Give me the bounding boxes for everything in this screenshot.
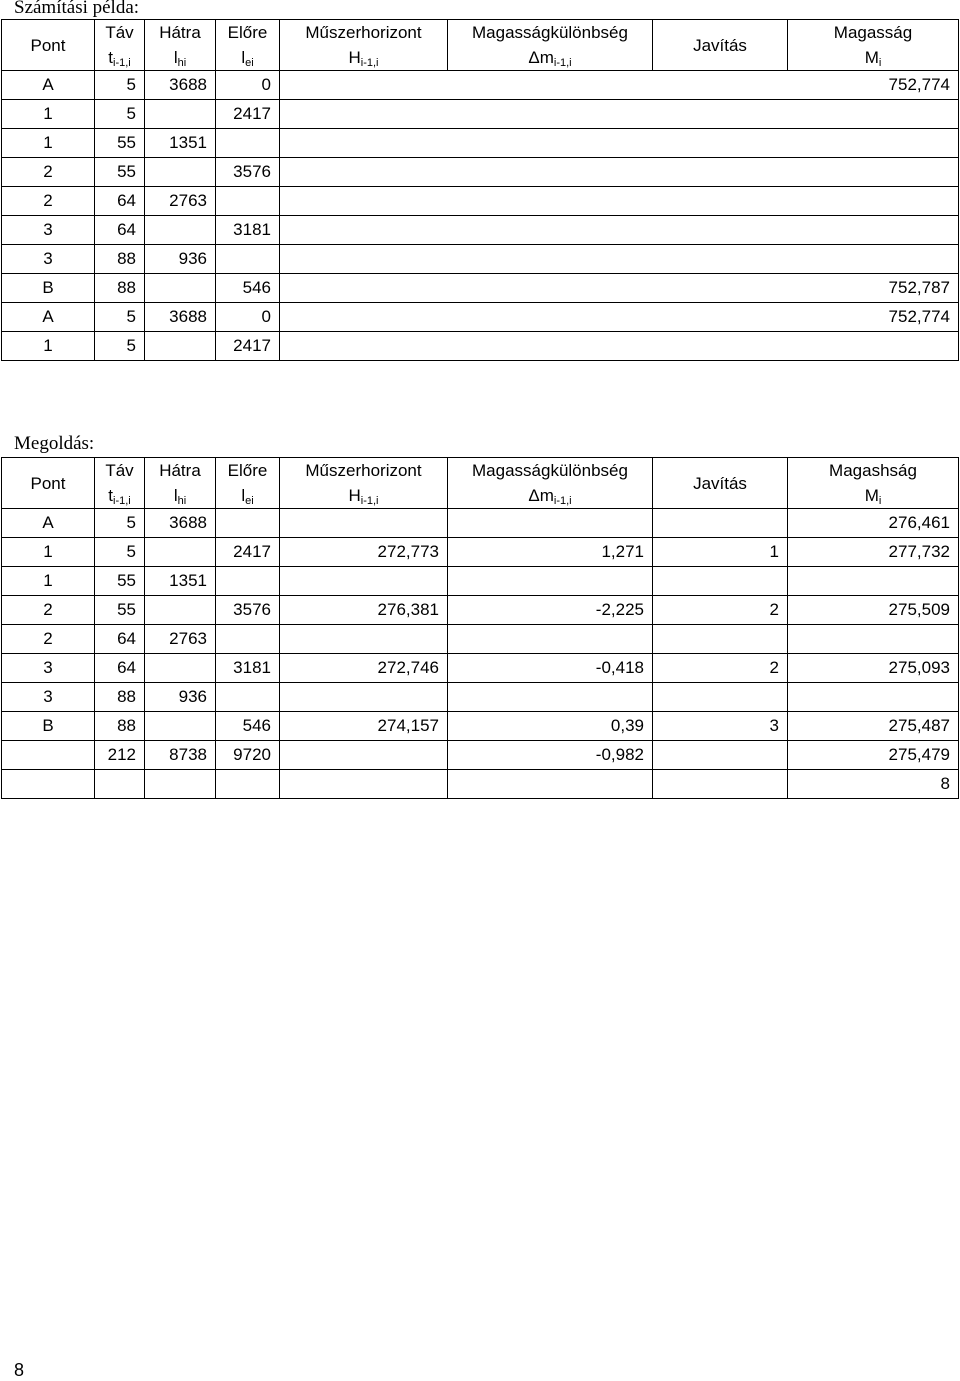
example-table-row bbox=[2, 187, 959, 216]
solution-header-hatra-label: Hátra bbox=[159, 461, 201, 480]
example-cell-pont: B bbox=[2, 274, 95, 303]
example-cell-pont: 3 bbox=[2, 245, 95, 274]
example-cell-hatra: 3688 bbox=[145, 71, 216, 100]
example-header-magkul-label: Magasságkülönbség bbox=[472, 23, 628, 42]
example-table-row bbox=[2, 158, 959, 187]
example-cell-hatra bbox=[145, 216, 216, 245]
solution-header-magassag-subscript: i bbox=[878, 495, 882, 507]
solution-header-tav bbox=[95, 458, 145, 509]
solution-cell-magassag: 8 bbox=[788, 770, 959, 799]
example-header-tav bbox=[95, 20, 145, 71]
example-table-row bbox=[2, 100, 959, 129]
solution-header-magassag-label: Magashság bbox=[829, 461, 917, 480]
example-header-muszer-subscript: i-1,i bbox=[360, 57, 379, 69]
solution-header-muszer bbox=[280, 458, 448, 509]
solution-cell-muszer: 276,381 bbox=[280, 596, 448, 625]
example-header-magkul-subscript: i-1,i bbox=[553, 57, 572, 69]
solution-cell-muszer: 272,746 bbox=[280, 654, 448, 683]
example-cell-tav: 5 bbox=[95, 303, 145, 332]
example-header-magassag bbox=[788, 20, 959, 71]
solution-cell-pont: A bbox=[2, 509, 95, 538]
solution-header-muszer-subscript: i-1,i bbox=[360, 495, 379, 507]
solution-header-javitas-label: Javítás bbox=[693, 473, 747, 493]
solution-cell-javitas: 2 bbox=[653, 596, 788, 625]
example-cell-pont: 2 bbox=[2, 158, 95, 187]
example-cell-elore bbox=[216, 187, 280, 216]
solution-cell-hatra: 2763 bbox=[145, 625, 216, 654]
solution-header-hatra bbox=[145, 458, 216, 509]
example-header-pont-label: Pont bbox=[30, 35, 66, 55]
example-header-hatra-subscript: hi bbox=[177, 57, 187, 69]
example-cell-tav: 55 bbox=[95, 129, 145, 158]
example-table-row bbox=[2, 216, 959, 245]
example-cell-hatra: 1351 bbox=[145, 129, 216, 158]
example-table-row bbox=[2, 303, 959, 332]
solution-cell-tav: 5 bbox=[95, 509, 145, 538]
example-cell-elore: 3181 bbox=[216, 216, 280, 245]
solution-cell-javitas bbox=[653, 567, 788, 596]
solution-cell-tav: 64 bbox=[95, 654, 145, 683]
example-table-row bbox=[2, 245, 959, 274]
solution-cell-tav: 64 bbox=[95, 625, 145, 654]
solution-table-row bbox=[2, 712, 959, 741]
solution-cell-pont bbox=[2, 741, 95, 770]
example-cell-tav: 55 bbox=[95, 158, 145, 187]
solution-header-tav-subscript: i-1,i bbox=[113, 495, 131, 507]
example-header-pont bbox=[2, 20, 95, 71]
example-cell-elore: 0 bbox=[216, 303, 280, 332]
solution-cell-pont: 3 bbox=[2, 654, 95, 683]
solution-cell-elore: 3576 bbox=[216, 596, 280, 625]
solution-cell-javitas bbox=[653, 509, 788, 538]
solution-cell-javitas: 2 bbox=[653, 654, 788, 683]
solution-cell-tav: 88 bbox=[95, 712, 145, 741]
solution-header-muszer-symbol: H bbox=[348, 486, 361, 505]
example-cell-tav: 64 bbox=[95, 187, 145, 216]
solution-cell-elore bbox=[216, 770, 280, 799]
example-header-elore-subscript: ei bbox=[245, 57, 254, 69]
example-cell-pont: 1 bbox=[2, 332, 95, 361]
example-header-elore-symbol: l bbox=[241, 48, 246, 67]
example-header-tav-label: Táv bbox=[105, 23, 134, 42]
example-cell-elore: 3576 bbox=[216, 158, 280, 187]
solution-title: Megoldás: bbox=[14, 433, 95, 454]
example-header-muszer-symbol: H bbox=[348, 48, 361, 67]
solution-cell-hatra: 3688 bbox=[145, 509, 216, 538]
example-cell-hatra bbox=[145, 158, 216, 187]
solution-cell-magassag: 275,487 bbox=[788, 712, 959, 741]
example-cell-pont: 3 bbox=[2, 216, 95, 245]
solution-cell-muszer bbox=[280, 509, 448, 538]
solution-table-row bbox=[2, 538, 959, 567]
solution-cell-magassag: 275,093 bbox=[788, 654, 959, 683]
solution-table-row bbox=[2, 625, 959, 654]
example-table-row bbox=[2, 129, 959, 158]
solution-header-elore-subscript: ei bbox=[245, 495, 254, 507]
solution-header-pont bbox=[2, 458, 95, 509]
solution-cell-javitas bbox=[653, 683, 788, 712]
solution-cell-magkul bbox=[448, 567, 653, 596]
solution-cell-hatra bbox=[145, 596, 216, 625]
example-header-row bbox=[2, 20, 959, 71]
solution-cell-javitas bbox=[653, 770, 788, 799]
solution-header-magkul bbox=[448, 458, 653, 509]
solution-header-pont-label: Pont bbox=[30, 473, 66, 493]
example-header-hatra bbox=[145, 20, 216, 71]
solution-cell-pont bbox=[2, 770, 95, 799]
solution-cell-hatra: 936 bbox=[145, 683, 216, 712]
example-cell-magassag bbox=[280, 187, 959, 216]
example-header-javitas bbox=[653, 20, 788, 71]
solution-cell-magassag bbox=[788, 567, 959, 596]
example-header-magkul bbox=[448, 20, 653, 71]
solution-header-magkul-subscript: i-1,i bbox=[553, 495, 572, 507]
solution-cell-elore bbox=[216, 567, 280, 596]
example-cell-hatra bbox=[145, 274, 216, 303]
solution-cell-pont: B bbox=[2, 712, 95, 741]
solution-cell-muszer: 274,157 bbox=[280, 712, 448, 741]
example-cell-magassag: 752,774 bbox=[280, 71, 959, 100]
solution-header-elore-label: Előre bbox=[227, 461, 268, 480]
example-cell-pont: A bbox=[2, 71, 95, 100]
solution-cell-magkul bbox=[448, 770, 653, 799]
solution-cell-muszer bbox=[280, 741, 448, 770]
example-table-row bbox=[2, 332, 959, 361]
solution-cell-hatra: 1351 bbox=[145, 567, 216, 596]
solution-cell-tav: 55 bbox=[95, 567, 145, 596]
example-cell-hatra bbox=[145, 100, 216, 129]
solution-table-row bbox=[2, 509, 959, 538]
solution-table bbox=[1, 457, 959, 799]
example-header-muszer bbox=[280, 20, 448, 71]
solution-cell-magkul: 0,39 bbox=[448, 712, 653, 741]
solution-cell-tav: 5 bbox=[95, 538, 145, 567]
solution-header-muszer-label: Műszerhorizont bbox=[305, 461, 422, 480]
solution-cell-magkul: 1,271 bbox=[448, 538, 653, 567]
solution-header-row bbox=[2, 458, 959, 509]
example-cell-hatra: 936 bbox=[145, 245, 216, 274]
solution-cell-pont: 3 bbox=[2, 683, 95, 712]
solution-cell-pont: 2 bbox=[2, 625, 95, 654]
example-header-tav-symbol: t bbox=[108, 48, 113, 67]
example-cell-magassag bbox=[280, 245, 959, 274]
solution-cell-hatra bbox=[145, 538, 216, 567]
solution-header-tav-label: Táv bbox=[105, 461, 134, 480]
solution-cell-magassag bbox=[788, 683, 959, 712]
solution-cell-magassag: 276,461 bbox=[788, 509, 959, 538]
example-cell-hatra: 2763 bbox=[145, 187, 216, 216]
solution-cell-hatra: 8738 bbox=[145, 741, 216, 770]
solution-cell-pont: 1 bbox=[2, 538, 95, 567]
solution-header-hatra-symbol: l bbox=[173, 486, 178, 505]
solution-cell-magassag: 277,732 bbox=[788, 538, 959, 567]
example-table bbox=[1, 19, 959, 361]
example-cell-tav: 64 bbox=[95, 216, 145, 245]
solution-table-row bbox=[2, 741, 959, 770]
example-header-magassag-label: Magasság bbox=[833, 23, 913, 42]
solution-cell-magkul bbox=[448, 683, 653, 712]
solution-cell-elore bbox=[216, 509, 280, 538]
solution-cell-javitas bbox=[653, 741, 788, 770]
solution-cell-hatra bbox=[145, 770, 216, 799]
example-header-elore-label: Előre bbox=[227, 23, 268, 42]
solution-header-magassag-symbol: M bbox=[864, 486, 879, 505]
solution-table-row bbox=[2, 654, 959, 683]
solution-cell-magassag: 275,479 bbox=[788, 741, 959, 770]
example-cell-hatra: 3688 bbox=[145, 303, 216, 332]
solution-cell-magkul: -0,982 bbox=[448, 741, 653, 770]
example-cell-pont: 2 bbox=[2, 187, 95, 216]
example-cell-tav: 5 bbox=[95, 71, 145, 100]
example-cell-tav: 5 bbox=[95, 100, 145, 129]
solution-cell-magassag: 275,509 bbox=[788, 596, 959, 625]
solution-cell-muszer bbox=[280, 683, 448, 712]
solution-table-row bbox=[2, 567, 959, 596]
solution-cell-magassag bbox=[788, 625, 959, 654]
example-cell-pont: A bbox=[2, 303, 95, 332]
example-header-elore bbox=[216, 20, 280, 71]
page-number: 8 bbox=[14, 1360, 25, 1380]
solution-cell-hatra bbox=[145, 712, 216, 741]
solution-header-hatra-subscript: hi bbox=[177, 495, 187, 507]
solution-cell-pont: 2 bbox=[2, 596, 95, 625]
example-cell-hatra bbox=[145, 332, 216, 361]
solution-table-row bbox=[2, 683, 959, 712]
solution-cell-muszer bbox=[280, 567, 448, 596]
solution-cell-elore: 546 bbox=[216, 712, 280, 741]
example-cell-elore bbox=[216, 245, 280, 274]
solution-header-elore-symbol: l bbox=[241, 486, 246, 505]
example-header-hatra-symbol: l bbox=[173, 48, 178, 67]
solution-cell-magkul: -0,418 bbox=[448, 654, 653, 683]
example-table-row bbox=[2, 274, 959, 303]
example-cell-tav: 88 bbox=[95, 245, 145, 274]
example-header-javitas-label: Javítás bbox=[693, 35, 747, 55]
solution-table-row bbox=[2, 770, 959, 799]
example-header-tav-subscript: i-1,i bbox=[113, 57, 131, 69]
example-header-muszer-label: Műszerhorizont bbox=[305, 23, 422, 42]
solution-cell-magkul bbox=[448, 509, 653, 538]
example-cell-elore: 2417 bbox=[216, 100, 280, 129]
example-cell-tav: 88 bbox=[95, 274, 145, 303]
solution-header-elore bbox=[216, 458, 280, 509]
example-cell-pont: 1 bbox=[2, 129, 95, 158]
example-header-magassag-symbol: M bbox=[864, 48, 879, 67]
example-cell-magassag bbox=[280, 216, 959, 245]
solution-cell-tav: 55 bbox=[95, 596, 145, 625]
solution-cell-javitas: 1 bbox=[653, 538, 788, 567]
example-header-magassag-subscript: i bbox=[878, 57, 882, 69]
example-cell-elore: 2417 bbox=[216, 332, 280, 361]
example-cell-magassag bbox=[280, 158, 959, 187]
example-cell-elore: 546 bbox=[216, 274, 280, 303]
solution-table-row bbox=[2, 596, 959, 625]
example-cell-tav: 5 bbox=[95, 332, 145, 361]
solution-header-javitas bbox=[653, 458, 788, 509]
example-title: Számítási példa: bbox=[14, 0, 140, 18]
example-header-hatra-label: Hátra bbox=[159, 23, 201, 42]
solution-cell-tav bbox=[95, 770, 145, 799]
solution-cell-javitas bbox=[653, 625, 788, 654]
solution-cell-elore: 3181 bbox=[216, 654, 280, 683]
solution-header-tav-symbol: t bbox=[108, 486, 113, 505]
solution-cell-elore: 9720 bbox=[216, 741, 280, 770]
solution-cell-hatra bbox=[145, 654, 216, 683]
example-header-magkul-symbol: Δm bbox=[528, 48, 554, 67]
example-cell-magassag: 752,787 bbox=[280, 274, 959, 303]
solution-header-magkul-symbol: Δm bbox=[528, 486, 554, 505]
example-table-row bbox=[2, 71, 959, 100]
solution-cell-elore bbox=[216, 625, 280, 654]
example-cell-magassag bbox=[280, 100, 959, 129]
example-cell-magassag: 752,774 bbox=[280, 303, 959, 332]
solution-cell-muszer bbox=[280, 770, 448, 799]
solution-cell-javitas: 3 bbox=[653, 712, 788, 741]
example-cell-magassag bbox=[280, 129, 959, 158]
solution-cell-magkul bbox=[448, 625, 653, 654]
solution-header-magkul-label: Magasságkülönbség bbox=[472, 461, 628, 480]
solution-cell-magkul: -2,225 bbox=[448, 596, 653, 625]
example-cell-elore bbox=[216, 129, 280, 158]
example-cell-pont: 1 bbox=[2, 100, 95, 129]
solution-cell-pont: 1 bbox=[2, 567, 95, 596]
solution-cell-tav: 88 bbox=[95, 683, 145, 712]
solution-cell-muszer bbox=[280, 625, 448, 654]
solution-cell-muszer: 272,773 bbox=[280, 538, 448, 567]
solution-cell-elore: 2417 bbox=[216, 538, 280, 567]
example-cell-elore: 0 bbox=[216, 71, 280, 100]
example-cell-magassag bbox=[280, 332, 959, 361]
solution-cell-tav: 212 bbox=[95, 741, 145, 770]
solution-cell-elore bbox=[216, 683, 280, 712]
solution-header-magassag bbox=[788, 458, 959, 509]
